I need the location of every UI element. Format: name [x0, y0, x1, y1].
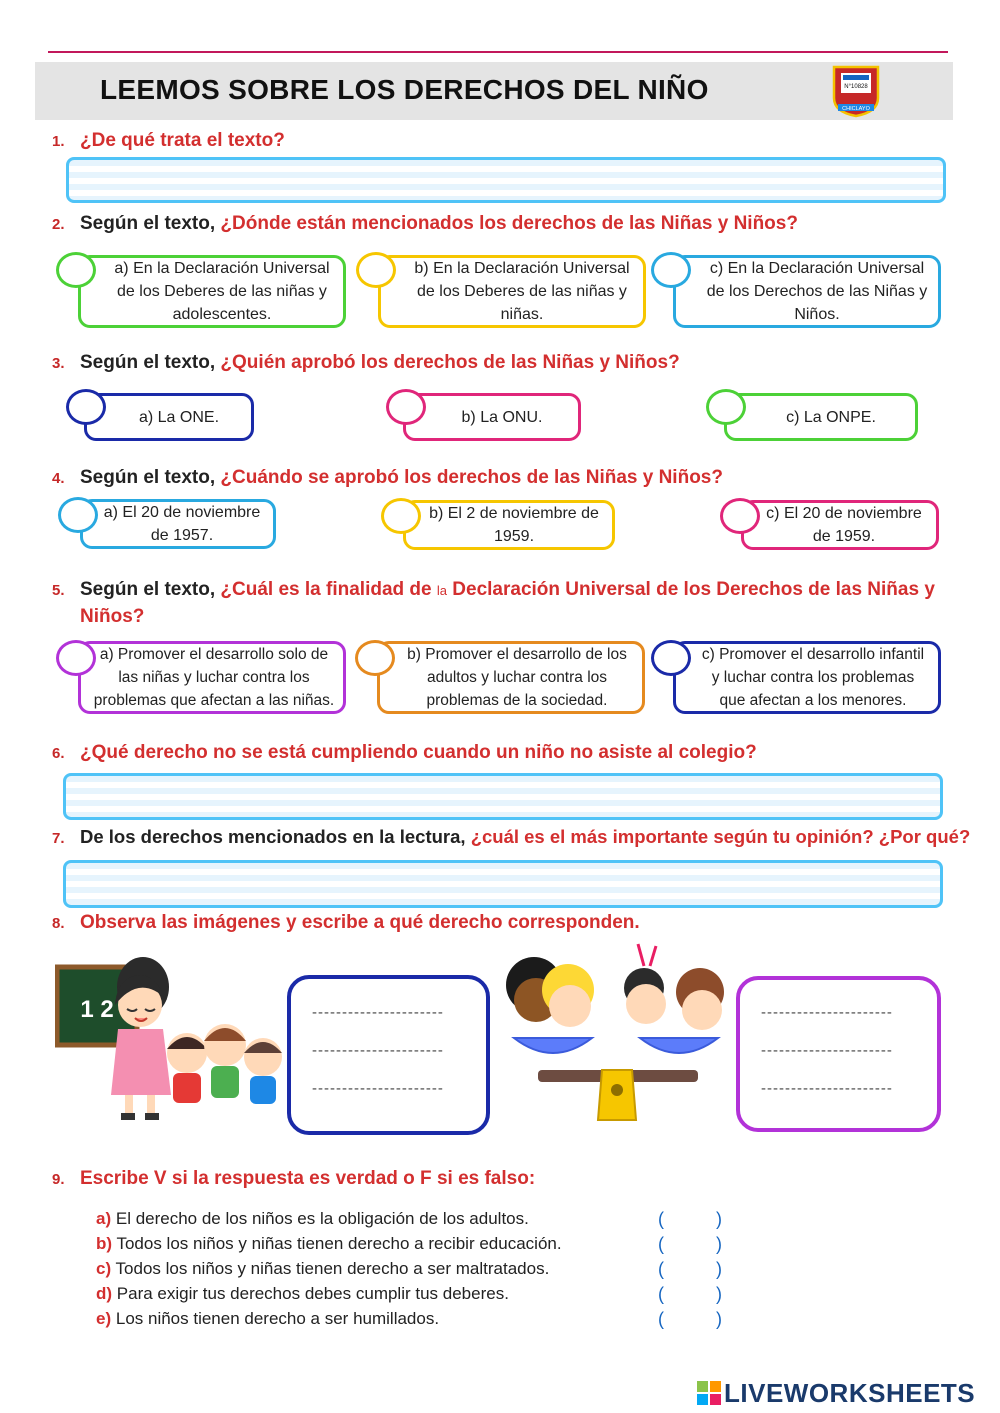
statement-text: Los niños tienen derecho a ser humillados. [115, 1309, 440, 1328]
statement-letter: e) [96, 1309, 112, 1328]
option-line: problemas de la sociedad. [426, 692, 608, 709]
question-1 [52, 130, 285, 152]
q2-option-a[interactable] [78, 255, 346, 328]
q4-option-c-radio[interactable] [720, 498, 760, 534]
page-title: LEEMOS SOBRE LOS DERECHOS DEL NIÑO [100, 74, 709, 105]
option-line: las niñas y luchar contra los [118, 669, 310, 686]
question-5-continued [80, 606, 144, 628]
q2-option-c[interactable] [673, 255, 941, 328]
q3-option-a-radio[interactable] [66, 389, 106, 425]
question-number: 7. [52, 830, 65, 847]
question-text: Escribe V si la respuesta es verdad o F si es falso: [80, 1168, 536, 1189]
answer-line[interactable]: ---------------------- [761, 1080, 893, 1097]
option-line: y luchar contra los problemas [711, 669, 915, 686]
statement-text: Para exigir tus derechos debes cumplir tus deberes. [116, 1284, 509, 1303]
option-line: b) El 2 de noviembre de [429, 505, 599, 522]
vf-answer-b[interactable] [658, 1234, 722, 1255]
option-line: c) Promover el desarrollo infantil [701, 646, 925, 663]
option-line: a) El 20 de noviembre [103, 504, 261, 521]
option-line: c) En la Declaración Universal [709, 260, 925, 277]
question-number: 2. [52, 216, 65, 233]
vf-answer-d[interactable] [658, 1284, 722, 1305]
q5-option-c[interactable] [673, 641, 941, 714]
school-crest-icon [828, 64, 884, 118]
question-text: Niños? [80, 606, 145, 627]
paren-open: ( [658, 1309, 664, 1329]
top-divider [48, 51, 948, 53]
statement-text: El derecho de los niños es la obligación de los adultos. [115, 1209, 529, 1228]
question-number: 5. [52, 582, 65, 599]
statement-e [96, 1309, 439, 1329]
option-line: de los Deberes de las niñas y [417, 283, 627, 300]
statement-text: Todos los niños y niñas tienen derecho a ser maltratados. [115, 1259, 550, 1278]
q2-option-b[interactable] [378, 255, 646, 328]
balance-children-illustration [496, 940, 736, 1125]
question-text: ¿Qué derecho no se está cumpliendo cuando un niño no asiste al colegio? [80, 742, 757, 763]
answer-line[interactable]: ---------------------- [312, 1080, 444, 1097]
statement-b [96, 1234, 562, 1254]
paren-close: ) [716, 1209, 722, 1229]
answer-line[interactable]: ---------------------- [312, 1042, 444, 1059]
paren-close: ) [716, 1284, 722, 1304]
statement-c [96, 1259, 549, 1279]
question-number: 9. [52, 1171, 65, 1188]
q5-option-b[interactable] [377, 641, 645, 714]
crest-number: N°10828 [844, 84, 868, 90]
q5-option-b-radio[interactable] [355, 640, 395, 676]
q3-option-b-radio[interactable] [386, 389, 426, 425]
teacher-students-illustration [55, 945, 290, 1130]
answer-field-7[interactable] [63, 860, 943, 908]
paren-open: ( [658, 1284, 664, 1304]
liveworksheets-brand[interactable]: LIVEWORKSHEETS [724, 1378, 976, 1408]
option-line: adolescentes. [172, 306, 272, 323]
answer-line[interactable]: ---------------------- [761, 1042, 893, 1059]
q2-option-c-radio[interactable] [651, 252, 691, 288]
q2-option-b-radio[interactable] [356, 252, 396, 288]
vf-answer-c[interactable] [658, 1259, 722, 1280]
q3-option-c[interactable] [724, 393, 918, 441]
option-line: problemas que afectan a las niñas. [93, 692, 335, 709]
option-line: 1959. [493, 528, 535, 545]
question-number: 3. [52, 355, 65, 372]
question-text: ¿Quién aprobó los derechos de las Niñas y Niños? [220, 352, 680, 373]
q4-option-b-radio[interactable] [381, 498, 421, 534]
option-line: de 1957. [150, 527, 214, 544]
answer-line[interactable]: ---------------------- [312, 1004, 444, 1021]
option-line: que afectan a los menores. [719, 692, 907, 709]
answer-field-6[interactable] [63, 773, 943, 820]
question-text: ¿cuál es el más importante según tu opinión? ¿Por qué? [470, 826, 971, 847]
crest-city: CHICLAYO [842, 106, 870, 112]
question-text: ¿De qué trata el texto? [80, 130, 285, 151]
option-line: b) Promover el desarrollo de los [407, 646, 627, 663]
option-line: de los Derechos de las Niñas y [706, 283, 928, 300]
chalkboard-text: 1 2 [80, 996, 114, 1023]
question-text: ¿Dónde están mencionados los derechos de las Niñas y Niños? [220, 213, 798, 234]
question-text: ¿Cuándo se aprobó los derechos de las Niñas y Niños? [220, 467, 723, 488]
paren-close: ) [716, 1309, 722, 1329]
q4-option-a[interactable] [80, 499, 276, 549]
q4-option-b[interactable] [403, 500, 615, 550]
question-text: Declaración Universal de los Derechos de las Niñas y [452, 579, 935, 600]
q3-option-b[interactable] [403, 393, 581, 441]
question-8 [52, 912, 640, 934]
option-line: de 1959. [812, 528, 876, 545]
statement-letter: b) [96, 1234, 113, 1253]
question-2 [52, 213, 798, 235]
paren-open: ( [658, 1259, 664, 1279]
question-intro: Según el texto, [80, 213, 216, 234]
question-text-small: la [436, 583, 447, 598]
statement-text: Todos los niños y niñas tienen derecho a recibir educación. [116, 1234, 562, 1253]
option-line: a) En la Declaración Universal [114, 260, 330, 277]
question-3 [52, 352, 680, 374]
q4-option-a-radio[interactable] [58, 497, 98, 533]
option-line: a) Promover el desarrollo solo de [99, 646, 329, 663]
statement-letter: d) [96, 1284, 113, 1303]
question-intro: Según el texto, [80, 352, 216, 373]
question-5 [52, 579, 935, 601]
statement-letter: a) [96, 1209, 112, 1228]
question-number: 1. [52, 133, 65, 150]
option-line: adultos y luchar contra los [426, 669, 608, 686]
statement-letter: c) [96, 1259, 112, 1278]
option-line: c) El 20 de noviembre [766, 505, 922, 522]
option-line: niñas. [500, 306, 544, 323]
question-number: 4. [52, 470, 65, 487]
option-label: b) La ONU. [461, 408, 543, 426]
paren-close: ) [716, 1234, 722, 1254]
answer-line[interactable]: ---------------------- [761, 1004, 893, 1021]
question-intro: De los derechos mencionados en la lectura, [80, 826, 466, 847]
answer-field-1[interactable] [66, 157, 946, 203]
liveworksheets-logo-icon [697, 1381, 721, 1405]
question-number: 8. [52, 915, 65, 932]
option-line: b) En la Declaración Universal [414, 260, 630, 277]
q3-option-a[interactable] [84, 393, 254, 441]
option-label: a) La ONE. [138, 408, 220, 426]
question-intro: Según el texto, [80, 579, 216, 600]
question-intro: Según el texto, [80, 467, 216, 488]
question-number: 6. [52, 745, 65, 762]
question-9 [52, 1168, 535, 1190]
statement-d [96, 1284, 509, 1304]
q2-option-a-radio[interactable] [56, 252, 96, 288]
q5-option-c-radio[interactable] [651, 640, 691, 676]
question-text: ¿Cuál es la finalidad de [220, 579, 432, 600]
option-line: Niños. [794, 306, 840, 323]
paren-open: ( [658, 1209, 664, 1229]
option-label: c) La ONPE. [786, 408, 876, 426]
q5-option-a[interactable] [78, 641, 346, 714]
q3-option-c-radio[interactable] [706, 389, 746, 425]
option-line: de los Deberes de las niñas y [117, 283, 327, 300]
vf-answer-a[interactable] [658, 1209, 722, 1230]
paren-open: ( [658, 1234, 664, 1254]
question-4 [52, 467, 723, 489]
question-7 [52, 826, 970, 848]
q5-option-a-radio[interactable] [56, 640, 96, 676]
question-text: Observa las imágenes y escribe a qué derecho corresponden. [80, 912, 640, 933]
statement-a [96, 1209, 529, 1229]
question-6 [52, 742, 757, 764]
paren-close: ) [716, 1259, 722, 1279]
q4-option-c[interactable] [741, 500, 939, 550]
vf-answer-e[interactable] [658, 1309, 722, 1330]
